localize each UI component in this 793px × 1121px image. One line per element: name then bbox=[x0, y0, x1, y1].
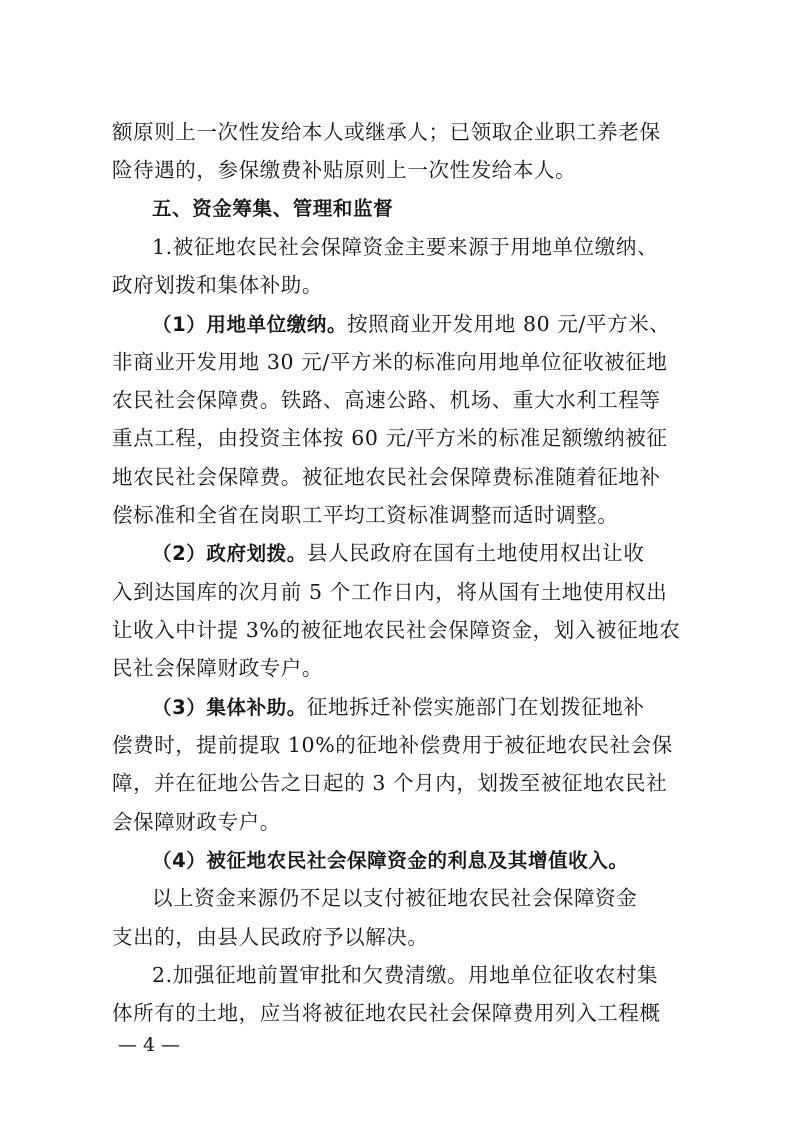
body-line: 政府划拨和集体补助。 bbox=[112, 273, 323, 297]
body-line: 让收入中计提 3%的被征地农民社会保障资金，划入被征地农 bbox=[112, 618, 681, 642]
body-line: 非商业开发用地 30 元/平方米的标准向用地单位征收被征地 bbox=[112, 350, 668, 374]
body-line: （2）政府划拨。县人民政府在国有土地使用权出让收 bbox=[152, 541, 645, 565]
body-line: 体所有的土地，应当将被征地农民社会保障费用列入工程概 bbox=[112, 1001, 661, 1025]
body-line: 入到达国库的次月前 5 个工作日内，将从国有土地使用权出 bbox=[112, 580, 668, 604]
body-line: （3）集体补助。征地拆迁补偿实施部门在划拨征地补 bbox=[152, 695, 645, 719]
body-line: 地农民社会保障费。被征地农民社会保障费标准随着征地补 bbox=[112, 465, 661, 489]
subheading: （1）用地单位缴纳。 bbox=[152, 313, 348, 336]
body-line: 2.加强征地前置审批和欠费清缴。用地单位征收农村集 bbox=[152, 963, 659, 987]
body-line: 险待遇的，参保缴费补贴原则上一次性发给本人。 bbox=[112, 158, 577, 182]
subheading: （4）被征地农民社会保障资金的利息及其增值收入。 bbox=[152, 849, 629, 872]
body-line: 偿标准和全省在岗职工平均工资标准调整而适时调整。 bbox=[112, 503, 619, 527]
body-line: 1.被征地农民社会保障资金主要来源于用地单位缴纳、 bbox=[152, 235, 659, 259]
body-line bbox=[152, 840, 682, 880]
body-line: （1）用地单位缴纳。按照商业开发用地 80 元/平方米、 bbox=[152, 312, 671, 336]
section-heading: 五、资金筹集、管理和监督 bbox=[152, 197, 394, 220]
body-line: 额原则上一次性发给本人或继承人；已领取企业职工养老保 bbox=[112, 120, 661, 144]
body-line: 民社会保障财政专户。 bbox=[112, 656, 323, 680]
body-line: 以上资金来源仍不足以支付被征地农民社会保障资金 bbox=[152, 886, 638, 910]
body-line: 重点工程，由投资主体按 60 元/平方米的标准足额缴纳被征 bbox=[112, 426, 668, 450]
body-line: 偿费时，提前提取 10%的征地补偿费用于被征地农民社会保 bbox=[112, 733, 673, 757]
page-number: — 4 — bbox=[118, 1034, 181, 1056]
body-line: 障，并在征地公告之日起的 3 个月内，划拨至被征地农民社 bbox=[112, 771, 668, 795]
body-line: 支出的，由县人民政府予以解决。 bbox=[112, 925, 429, 949]
subheading: （2）政府划拨。 bbox=[152, 542, 307, 565]
subheading: （3）集体补助。 bbox=[152, 696, 307, 719]
body-line: 会保障财政专户。 bbox=[112, 810, 281, 834]
body-line: 农民社会保障费。铁路、高速公路、机场、重大水利工程等 bbox=[112, 388, 661, 412]
